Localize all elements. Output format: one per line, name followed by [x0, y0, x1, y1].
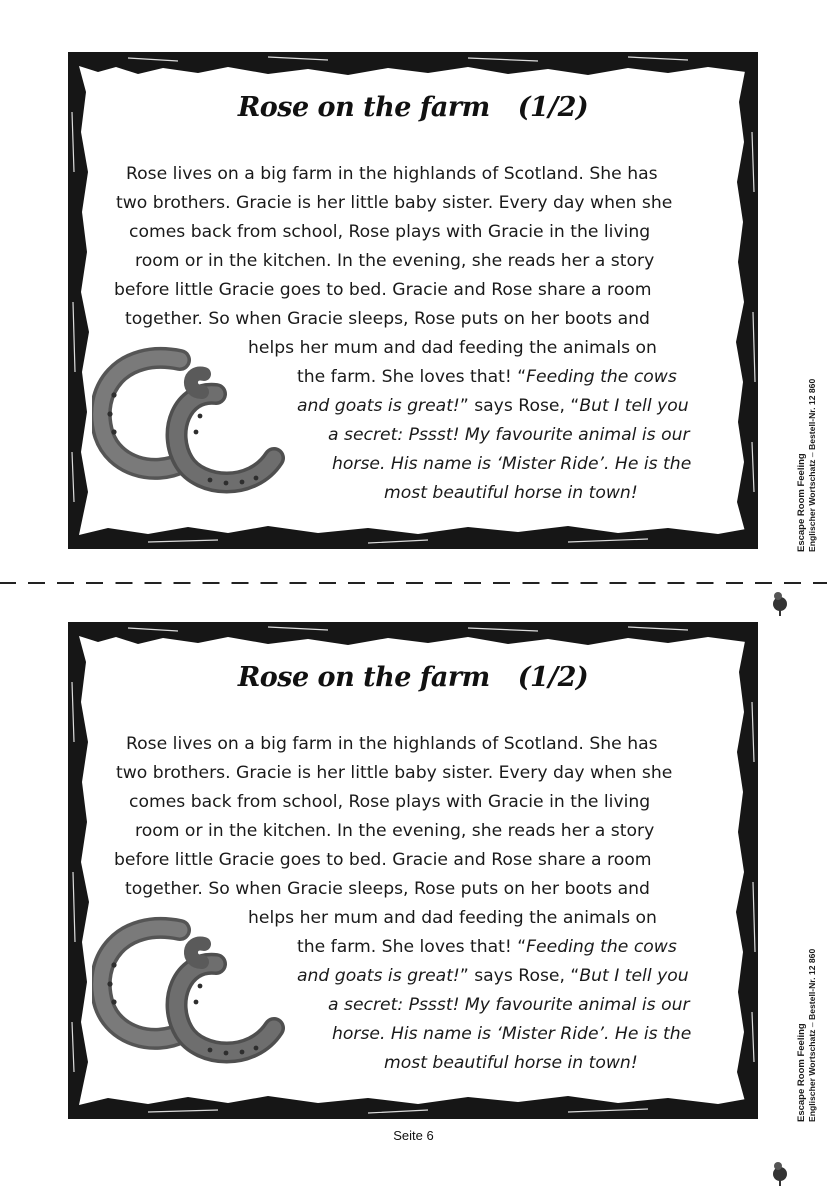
sidebar-order-no: Bestell-Nr. 12 860: [807, 948, 817, 1020]
story-line: Rose lives on a big farm in the highlands of Scotland. She has: [126, 734, 658, 754]
story-line: Rose lives on a big farm in the highlands of Scotland. She has: [126, 164, 658, 184]
publisher-info: Escape Room Feeling Englischer Wortschatz – Bestell-Nr. 12 860: [796, 378, 817, 552]
story-card-2: [68, 622, 758, 1119]
sidebar-order-no: Bestell-Nr. 12 860: [807, 378, 817, 450]
kohl-verlag-logo: [770, 546, 814, 616]
story-line: most beautiful horse in town!: [384, 483, 638, 503]
story-line: and goats is great!” says Rose, “But I tell you: [297, 966, 689, 986]
story-line: a secret: Pssst! My favourite animal is our: [328, 995, 690, 1015]
sidebar-title: Escape Room Feeling: [796, 1023, 807, 1122]
story-line: comes back from school, Rose plays with Gracie in the living: [129, 792, 651, 812]
publisher-sidebar-2: [774, 822, 818, 1122]
story-line: before little Gracie goes to bed. Gracie and Rose share a room: [114, 850, 652, 870]
story-line: together. So when Gracie sleeps, Rose puts on her boots and: [125, 309, 650, 329]
sidebar-subtitle: Englischer Wortschatz: [807, 459, 817, 552]
story-line: and goats is great!” says Rose, “But I tell you: [297, 396, 689, 416]
horseshoes-icon: [92, 910, 302, 1070]
kohl-verlag-logo: [770, 1116, 814, 1186]
story-line: horse. His name is ‘Mister Ride’. He is the: [332, 454, 692, 474]
sidebar-title: Escape Room Feeling: [796, 453, 807, 552]
card-title: [68, 92, 758, 123]
cut-line: [0, 582, 827, 584]
story-line: two brothers. Gracie is her little baby sister. Every day when she: [116, 763, 673, 783]
horseshoes-icon: [92, 340, 302, 500]
sidebar-subtitle: Englischer Wortschatz: [807, 1029, 817, 1122]
story-line: two brothers. Gracie is her little baby sister. Every day when she: [116, 193, 673, 213]
card-part-label: (1/2): [517, 92, 589, 123]
card-title-text: Rose on the farm: [237, 92, 490, 123]
story-line: comes back from school, Rose plays with Gracie in the living: [129, 222, 651, 242]
card-part-label: (1/2): [517, 662, 589, 693]
story-line: room or in the kitchen. In the evening, she reads her a story: [135, 821, 655, 841]
story-line: most beautiful horse in town!: [384, 1053, 638, 1073]
story-line: helps her mum and dad feeding the animals on: [248, 338, 657, 358]
card-title: [68, 662, 758, 693]
page-number: Seite 6: [393, 1128, 434, 1143]
story-line: the farm. She loves that! “Feeding the cows: [297, 937, 677, 957]
story-line: together. So when Gracie sleeps, Rose puts on her boots and: [125, 879, 650, 899]
story-line: room or in the kitchen. In the evening, she reads her a story: [135, 251, 655, 271]
story-card-1: [68, 52, 758, 549]
story-line: the farm. She loves that! “Feeding the cows: [297, 367, 677, 387]
story-line: horse. His name is ‘Mister Ride’. He is the: [332, 1024, 692, 1044]
story-line: before little Gracie goes to bed. Gracie and Rose share a room: [114, 280, 652, 300]
story-line: a secret: Pssst! My favourite animal is our: [328, 425, 690, 445]
story-line: helps her mum and dad feeding the animals on: [248, 908, 657, 928]
publisher-sidebar-1: [774, 252, 818, 552]
publisher-info: Escape Room Feeling Englischer Wortschatz – Bestell-Nr. 12 860: [796, 948, 817, 1122]
card-title-text: Rose on the farm: [237, 662, 490, 693]
